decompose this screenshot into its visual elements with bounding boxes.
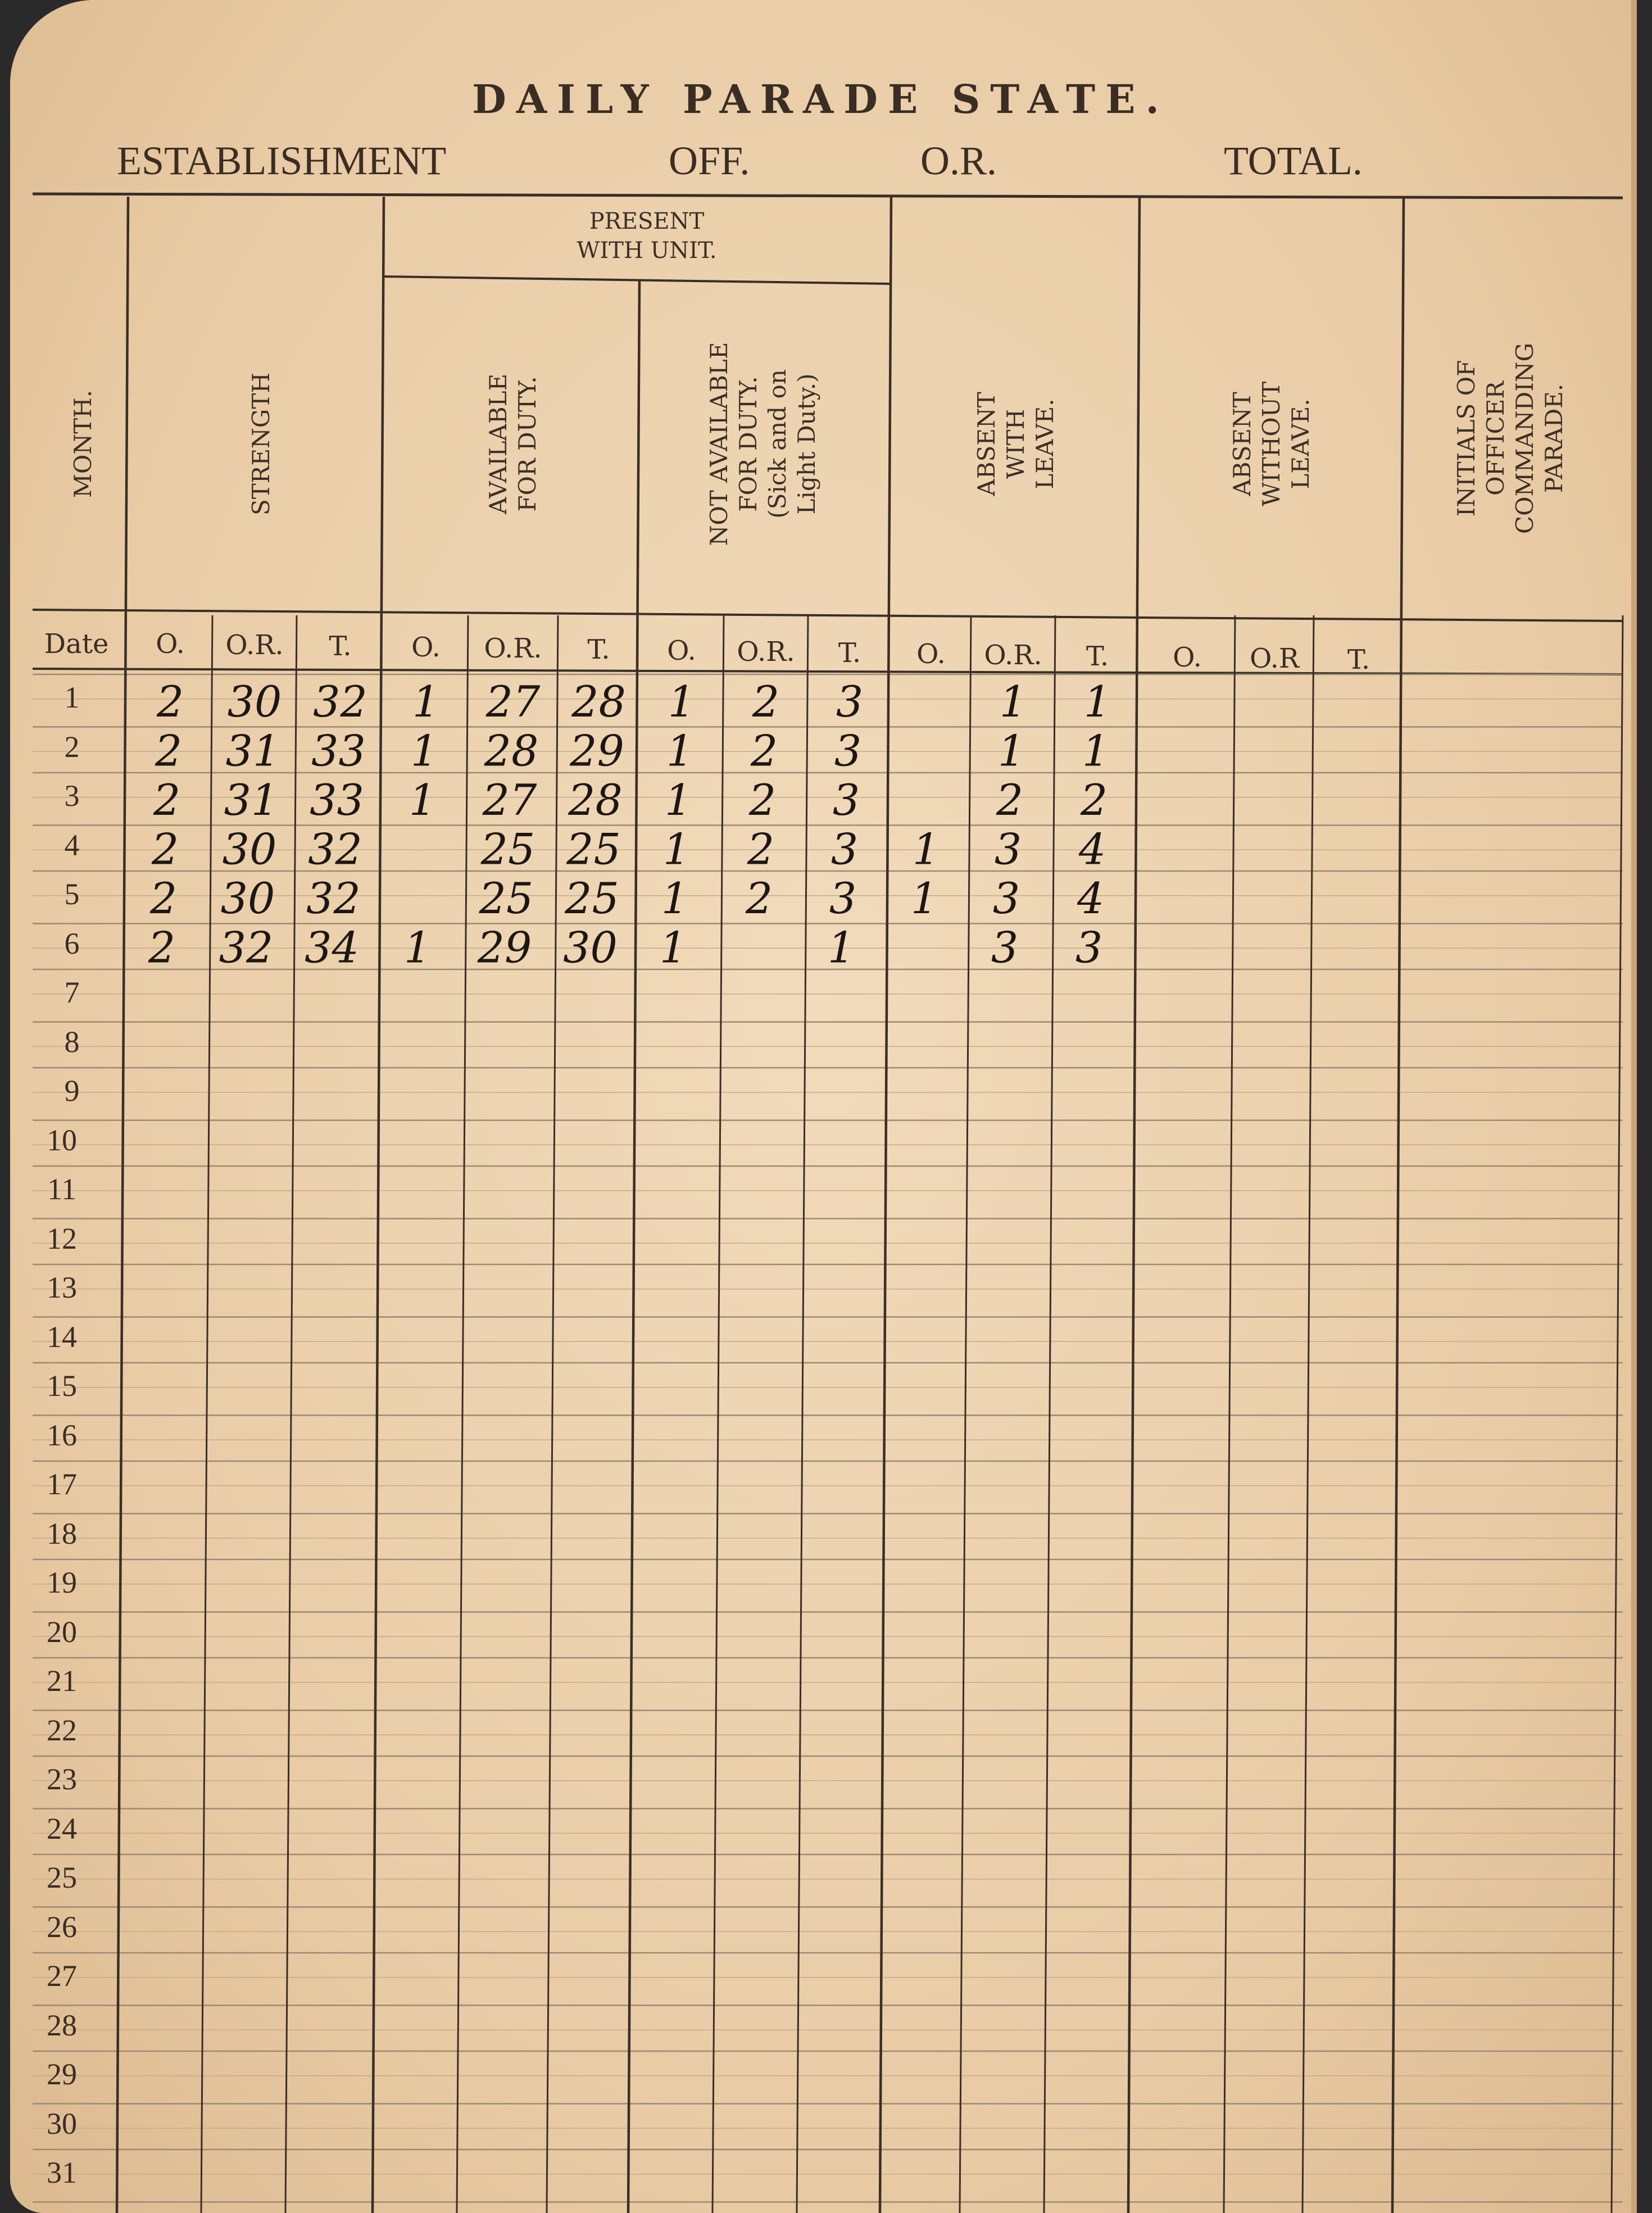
sub-column-header: O.R. [737, 636, 795, 668]
sub-column-header: O. [1173, 642, 1202, 673]
handwritten-value: 1 [1083, 677, 1111, 727]
handwritten-value: 30 [220, 873, 275, 923]
initials-line3: COMMANDING [1511, 342, 1538, 534]
not-available-line3: (Sick and on [764, 369, 791, 519]
sub-column-header: O. [916, 638, 946, 670]
awl-line3: LEAVE. [1031, 398, 1059, 489]
handwritten-value: 28 [484, 725, 539, 776]
awl-line2: WITH [1002, 409, 1029, 479]
sub-column-header: O.R. [984, 640, 1042, 671]
awol-line3: LEAVE. [1287, 398, 1314, 489]
date-number: 12 [47, 1221, 77, 1255]
date-number: 30 [47, 2106, 77, 2141]
handwritten-value: 3 [832, 775, 860, 825]
initials-line1: INITIALS OF [1453, 360, 1480, 517]
handwritten-value: 1 [403, 922, 432, 973]
handwritten-value: 32 [306, 873, 361, 923]
handwritten-value: 3 [992, 873, 1020, 923]
handwritten-value: 27 [485, 677, 541, 727]
handwritten-value: 1 [910, 873, 938, 923]
handwritten-value: 25 [479, 873, 534, 923]
handwritten-value: 2 [156, 677, 184, 727]
handwritten-value: 1 [659, 922, 687, 973]
sub-column-header: O. [411, 632, 441, 663]
sub-column-header: T. [329, 631, 352, 662]
sub-column-header: O. [156, 628, 185, 660]
handwritten-value: 1 [666, 725, 694, 776]
handwritten-value: 3 [1075, 922, 1103, 973]
handwritten-value: 2 [155, 725, 183, 776]
date-number: 5 [64, 877, 80, 911]
handwritten-value: 34 [305, 922, 359, 973]
handwritten-value: 3 [830, 824, 859, 874]
handwritten-value: 2 [747, 824, 775, 874]
date-number: 22 [47, 1713, 77, 1747]
sub-column-header: O. [667, 635, 696, 666]
handwritten-value: 1 [662, 824, 691, 874]
not-available-line4: Light Duty.) [793, 373, 820, 515]
handwritten-value: 1 [827, 922, 855, 973]
handwritten-value: 2 [148, 922, 176, 973]
date-number: 7 [64, 976, 80, 1009]
handwritten-value: 3 [829, 873, 857, 923]
handwritten-value: 33 [310, 775, 364, 825]
handwritten-value: 27 [482, 775, 537, 825]
available-line2: FOR DUTY. [514, 376, 541, 512]
initials-line4: PARADE. [1540, 383, 1568, 493]
handwritten-value: 25 [480, 824, 535, 874]
handwritten-value: 31 [225, 725, 280, 776]
date-number: 13 [47, 1271, 77, 1304]
sub-column-header: O.R. [484, 633, 542, 664]
handwritten-value: 25 [566, 824, 621, 874]
present-header-line1: PRESENT [589, 208, 705, 234]
sub-column-header: T. [1086, 641, 1109, 672]
date-number: 15 [47, 1369, 77, 1403]
handwritten-entries [10, 0, 1631, 2213]
available-line1: AVAILABLE [484, 373, 512, 515]
handwritten-value: 33 [311, 725, 366, 776]
date-number: 10 [47, 1123, 77, 1157]
total-label: TOTAL. [1224, 138, 1363, 183]
handwritten-value: 1 [1082, 725, 1110, 776]
date-number: 27 [47, 1959, 77, 1993]
month-header: MONTH. [69, 389, 97, 498]
handwritten-value: 1 [912, 824, 940, 874]
handwritten-value: 1 [412, 677, 440, 727]
handwritten-value: 28 [568, 775, 623, 825]
date-number: 16 [47, 1418, 77, 1452]
page-title: DAILY PARADE STATE. [472, 76, 1169, 123]
handwritten-value: 1 [664, 775, 692, 825]
date-number: 20 [47, 1615, 77, 1649]
date-number: 6 [64, 926, 80, 960]
initials-line2: OFFICER [1482, 381, 1509, 496]
handwritten-value: 2 [149, 873, 178, 923]
date-column-header: Date [44, 628, 109, 660]
handwritten-value: 1 [997, 725, 1025, 776]
handwritten-value: 1 [661, 873, 689, 923]
handwritten-value: 2 [752, 677, 780, 727]
date-number: 29 [47, 2057, 77, 2091]
not-available-line2: FOR DUTY. [734, 376, 762, 512]
date-number: 18 [47, 1516, 77, 1550]
handwritten-value: 1 [668, 677, 696, 727]
date-number: 8 [64, 1024, 80, 1059]
handwritten-value: 1 [410, 725, 438, 776]
date-number: 24 [47, 1811, 77, 1845]
establishment-label: ESTABLISHMENT [117, 138, 447, 183]
handwritten-value: 2 [153, 775, 181, 825]
date-number: 23 [47, 1762, 77, 1796]
or-label: O.R. [920, 138, 997, 183]
handwritten-value: 32 [308, 824, 362, 874]
handwritten-value: 3 [991, 922, 1019, 973]
present-header-line2: WITH UNIT. [577, 238, 717, 264]
not-available-line1: NOT AVAILABLE [705, 342, 733, 546]
parade-state-page [10, 0, 1637, 2213]
handwritten-value: 2 [748, 775, 777, 825]
date-number: 9 [64, 1074, 80, 1108]
strength-header: STRENGTH [247, 372, 275, 516]
handwritten-value: 32 [219, 922, 274, 973]
awol-line1: ABSENT [1228, 392, 1256, 496]
date-number: 17 [47, 1467, 77, 1501]
handwritten-value: 2 [745, 873, 773, 923]
handwritten-value: 2 [1080, 775, 1108, 825]
handwritten-value: 1 [999, 677, 1027, 727]
date-number: 14 [47, 1319, 77, 1354]
handwritten-value: 28 [571, 677, 626, 727]
date-number: 25 [47, 1861, 77, 1894]
handwritten-value: 4 [1077, 873, 1105, 923]
sub-column-header: T. [1347, 644, 1370, 675]
handwritten-value: 2 [750, 725, 778, 776]
off-label: OFF. [669, 138, 750, 183]
date-number: 21 [47, 1664, 77, 1698]
date-number: 2 [64, 729, 80, 764]
date-number: 3 [64, 779, 80, 813]
date-number: 4 [64, 828, 80, 862]
sub-column-header: T. [838, 637, 861, 669]
sub-column-header: O.R. [225, 629, 284, 661]
handwritten-value: 25 [565, 873, 619, 923]
date-number: 28 [47, 2008, 77, 2042]
date-number: 31 [47, 2156, 77, 2189]
awl-line1: ABSENT [973, 392, 1000, 496]
handwritten-value: 29 [570, 725, 624, 776]
sub-column-header: O.R [1250, 643, 1299, 674]
sub-column-header: T. [587, 634, 610, 665]
handwritten-value: 30 [227, 677, 282, 727]
handwritten-value: 3 [994, 824, 1022, 874]
handwritten-value: 2 [996, 775, 1024, 825]
date-number: 26 [47, 1910, 77, 1944]
handwritten-value: 3 [836, 677, 864, 727]
awol-line2: WITHOUT [1258, 381, 1285, 507]
handwritten-value: 29 [477, 922, 532, 973]
handwritten-value: 30 [222, 824, 277, 874]
handwritten-value: 4 [1078, 824, 1106, 874]
handwritten-value: 3 [834, 725, 862, 776]
handwritten-value: 2 [151, 824, 179, 874]
handwritten-value: 31 [224, 775, 279, 825]
handwritten-value: 32 [313, 677, 367, 727]
date-number: 11 [47, 1172, 76, 1206]
handwritten-value: 30 [563, 922, 618, 973]
handwritten-value: 1 [409, 775, 437, 825]
date-number: 19 [47, 1566, 77, 1599]
date-number: 1 [64, 681, 80, 714]
